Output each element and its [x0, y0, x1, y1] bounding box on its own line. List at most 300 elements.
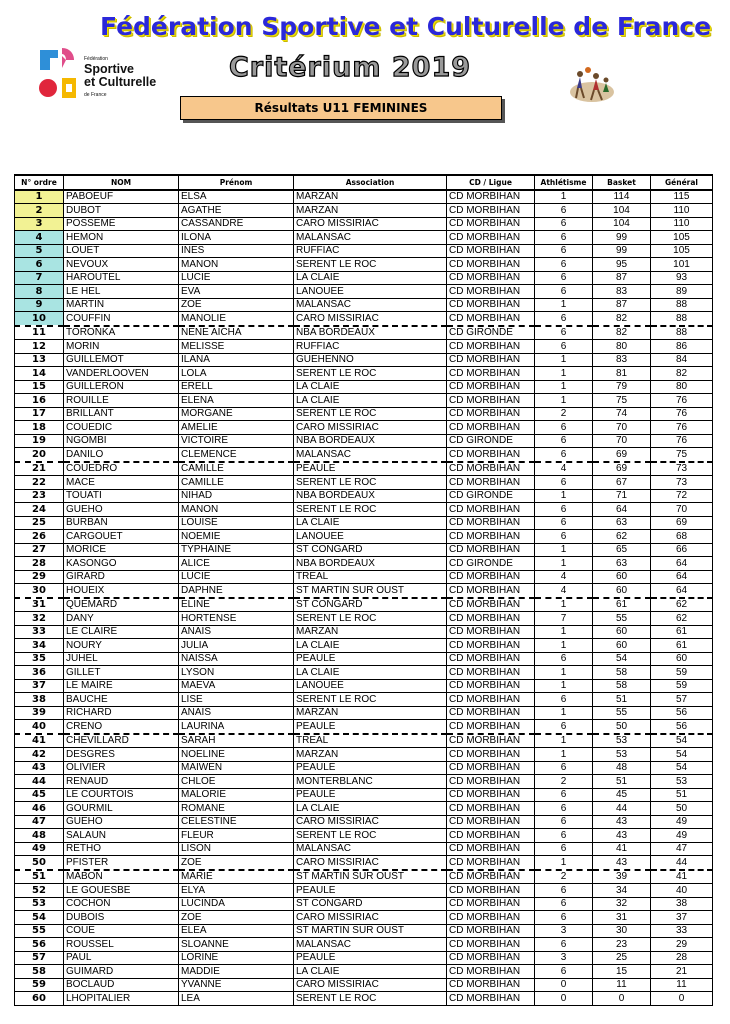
- rank-cell: 9: [15, 298, 64, 312]
- first-name-cell: MANON: [179, 503, 294, 517]
- rank-cell: 19: [15, 434, 64, 448]
- last-name-cell: CARGOUET: [64, 530, 179, 544]
- table-row: [15, 503, 713, 517]
- total-score-cell: 76: [651, 434, 713, 448]
- first-name-cell: LEA: [179, 992, 294, 1006]
- total-score-cell: 47: [651, 842, 713, 856]
- basket-score-cell: 58: [593, 679, 651, 693]
- club-cell: MALANSAC: [294, 298, 447, 312]
- first-name-cell: LUCIE: [179, 570, 294, 584]
- column-header: Athlétisme: [535, 175, 593, 190]
- club-cell: MALANSAC: [294, 938, 447, 952]
- fscf-logo-icon: [36, 46, 82, 106]
- league-cell: CD MORBIHAN: [447, 815, 535, 829]
- athletics-score-cell: 6: [535, 802, 593, 816]
- club-cell: CARO MISSIRIAC: [294, 312, 447, 326]
- basket-score-cell: 69: [593, 462, 651, 476]
- basket-score-cell: 55: [593, 612, 651, 626]
- table-row: [15, 924, 713, 938]
- total-score-cell: 21: [651, 965, 713, 979]
- club-cell: ST CONGARD: [294, 543, 447, 557]
- athletics-score-cell: 6: [535, 829, 593, 843]
- first-name-cell: CLEMENCE: [179, 448, 294, 462]
- basket-score-cell: 83: [593, 353, 651, 367]
- athletics-score-cell: 6: [535, 897, 593, 911]
- league-cell: CD MORBIHAN: [447, 897, 535, 911]
- athletics-score-cell: 1: [535, 353, 593, 367]
- athletics-score-cell: 1: [535, 394, 593, 408]
- rank-cell: 48: [15, 829, 64, 843]
- club-cell: ST MARTIN SUR OUST: [294, 924, 447, 938]
- club-cell: LANOUEE: [294, 285, 447, 299]
- club-cell: ST MARTIN SUR OUST: [294, 584, 447, 598]
- club-cell: MARZAN: [294, 204, 447, 218]
- league-cell: CD GIRONDE: [447, 326, 535, 340]
- league-cell: CD MORBIHAN: [447, 503, 535, 517]
- club-cell: CARO MISSIRIAC: [294, 421, 447, 435]
- table-row: [15, 706, 713, 720]
- club-cell: SERENT LE ROC: [294, 992, 447, 1006]
- column-header: Général: [651, 175, 713, 190]
- rank-cell: 17: [15, 407, 64, 421]
- rank-cell: 6: [15, 258, 64, 272]
- league-cell: CD MORBIHAN: [447, 516, 535, 530]
- league-cell: CD MORBIHAN: [447, 448, 535, 462]
- rank-cell: 28: [15, 557, 64, 571]
- last-name-cell: COCHON: [64, 897, 179, 911]
- last-name-cell: MORIN: [64, 340, 179, 354]
- basket-score-cell: 99: [593, 231, 651, 245]
- league-cell: CD MORBIHAN: [447, 652, 535, 666]
- club-cell: LA CLAIE: [294, 516, 447, 530]
- league-cell: CD MORBIHAN: [447, 407, 535, 421]
- total-score-cell: 59: [651, 679, 713, 693]
- table-row: [15, 992, 713, 1006]
- rank-cell: 18: [15, 421, 64, 435]
- basket-score-cell: 25: [593, 951, 651, 965]
- athletics-score-cell: 6: [535, 312, 593, 326]
- rank-cell: 42: [15, 748, 64, 762]
- athletics-score-cell: 6: [535, 652, 593, 666]
- table-row: [15, 326, 713, 340]
- last-name-cell: JUHEL: [64, 652, 179, 666]
- first-name-cell: NOEMIE: [179, 530, 294, 544]
- athletics-score-cell: 6: [535, 476, 593, 490]
- rank-cell: 3: [15, 217, 64, 231]
- first-name-cell: ELENA: [179, 394, 294, 408]
- athletics-score-cell: 1: [535, 639, 593, 653]
- league-cell: CD MORBIHAN: [447, 421, 535, 435]
- last-name-cell: DANILO: [64, 448, 179, 462]
- athletics-score-cell: 6: [535, 258, 593, 272]
- basket-score-cell: 53: [593, 734, 651, 748]
- league-cell: CD MORBIHAN: [447, 231, 535, 245]
- total-score-cell: 49: [651, 815, 713, 829]
- last-name-cell: BAUCHE: [64, 693, 179, 707]
- table-row: [15, 679, 713, 693]
- total-score-cell: 76: [651, 407, 713, 421]
- table-row: [15, 815, 713, 829]
- rank-cell: 41: [15, 734, 64, 748]
- first-name-cell: SLOANNE: [179, 938, 294, 952]
- league-cell: CD MORBIHAN: [447, 734, 535, 748]
- rank-cell: 16: [15, 394, 64, 408]
- athletics-score-cell: 1: [535, 679, 593, 693]
- table-row: [15, 938, 713, 952]
- table-header-row: [15, 175, 713, 190]
- table-row: [15, 530, 713, 544]
- basket-score-cell: 0: [593, 992, 651, 1006]
- first-name-cell: ALICE: [179, 557, 294, 571]
- athletics-score-cell: 6: [535, 530, 593, 544]
- total-score-cell: 73: [651, 476, 713, 490]
- table-row: [15, 951, 713, 965]
- table-row: [15, 244, 713, 258]
- last-name-cell: LE GOUESBE: [64, 884, 179, 898]
- athletics-score-cell: 1: [535, 543, 593, 557]
- athletics-score-cell: 1: [535, 734, 593, 748]
- athletics-score-cell: 6: [535, 448, 593, 462]
- total-score-cell: 82: [651, 367, 713, 381]
- athletics-score-cell: 4: [535, 584, 593, 598]
- rank-cell: 49: [15, 842, 64, 856]
- total-score-cell: 80: [651, 380, 713, 394]
- total-score-cell: 73: [651, 462, 713, 476]
- rank-cell: 38: [15, 693, 64, 707]
- basket-score-cell: 69: [593, 448, 651, 462]
- club-cell: NBA BORDEAUX: [294, 557, 447, 571]
- rank-cell: 47: [15, 815, 64, 829]
- basket-score-cell: 114: [593, 190, 651, 204]
- athletics-score-cell: 6: [535, 217, 593, 231]
- basket-score-cell: 74: [593, 407, 651, 421]
- total-score-cell: 53: [651, 775, 713, 789]
- basket-score-cell: 62: [593, 530, 651, 544]
- last-name-cell: NEVOUX: [64, 258, 179, 272]
- last-name-cell: GIRARD: [64, 570, 179, 584]
- club-cell: PEAULE: [294, 761, 447, 775]
- last-name-cell: MABON: [64, 870, 179, 884]
- league-cell: CD MORBIHAN: [447, 911, 535, 925]
- athletics-score-cell: 6: [535, 421, 593, 435]
- athletics-score-cell: 1: [535, 380, 593, 394]
- basket-score-cell: 60: [593, 639, 651, 653]
- league-cell: CD MORBIHAN: [447, 353, 535, 367]
- total-score-cell: 61: [651, 625, 713, 639]
- athletics-score-cell: 6: [535, 244, 593, 258]
- athletics-score-cell: 2: [535, 775, 593, 789]
- last-name-cell: GUEHO: [64, 503, 179, 517]
- basket-score-cell: 60: [593, 584, 651, 598]
- athletics-score-cell: 0: [535, 992, 593, 1006]
- first-name-cell: MADDIE: [179, 965, 294, 979]
- last-name-cell: QUEMARD: [64, 598, 179, 612]
- league-cell: CD MORBIHAN: [447, 340, 535, 354]
- league-cell: CD MORBIHAN: [447, 924, 535, 938]
- club-cell: TREAL: [294, 570, 447, 584]
- total-score-cell: 76: [651, 394, 713, 408]
- last-name-cell: LE MAIRE: [64, 679, 179, 693]
- last-name-cell: OLIVIER: [64, 761, 179, 775]
- rank-cell: 25: [15, 516, 64, 530]
- first-name-cell: MORGANE: [179, 407, 294, 421]
- basket-score-cell: 87: [593, 271, 651, 285]
- table-row: [15, 978, 713, 992]
- total-score-cell: 33: [651, 924, 713, 938]
- table-row: [15, 367, 713, 381]
- table-row: [15, 340, 713, 354]
- athletics-score-cell: 6: [535, 231, 593, 245]
- league-cell: CD MORBIHAN: [447, 258, 535, 272]
- last-name-cell: CRENO: [64, 720, 179, 734]
- table-row: [15, 312, 713, 326]
- league-cell: CD MORBIHAN: [447, 992, 535, 1006]
- last-name-cell: MORICE: [64, 543, 179, 557]
- basket-score-cell: 63: [593, 557, 651, 571]
- last-name-cell: HAROUTEL: [64, 271, 179, 285]
- table-row: [15, 434, 713, 448]
- first-name-cell: LAURINA: [179, 720, 294, 734]
- athletics-score-cell: 6: [535, 911, 593, 925]
- table-row: [15, 421, 713, 435]
- club-cell: NBA BORDEAUX: [294, 326, 447, 340]
- total-score-cell: 0: [651, 992, 713, 1006]
- table-row: [15, 489, 713, 503]
- total-score-cell: 38: [651, 897, 713, 911]
- first-name-cell: VICTOIRE: [179, 434, 294, 448]
- last-name-cell: LOUET: [64, 244, 179, 258]
- first-name-cell: MARIE: [179, 870, 294, 884]
- league-cell: CD MORBIHAN: [447, 978, 535, 992]
- athletics-score-cell: 6: [535, 720, 593, 734]
- last-name-cell: ROUSSEL: [64, 938, 179, 952]
- league-cell: CD MORBIHAN: [447, 788, 535, 802]
- last-name-cell: HEMON: [64, 231, 179, 245]
- athletics-score-cell: 6: [535, 204, 593, 218]
- fscf-logo: [36, 46, 166, 110]
- total-score-cell: 66: [651, 543, 713, 557]
- first-name-cell: NOELINE: [179, 748, 294, 762]
- table-body: [15, 190, 713, 1006]
- club-cell: SERENT LE ROC: [294, 612, 447, 626]
- last-name-cell: TOUATI: [64, 489, 179, 503]
- last-name-cell: BRILLANT: [64, 407, 179, 421]
- league-cell: CD MORBIHAN: [447, 666, 535, 680]
- last-name-cell: RETHO: [64, 842, 179, 856]
- last-name-cell: KASONGO: [64, 557, 179, 571]
- last-name-cell: RENAUD: [64, 775, 179, 789]
- athletics-score-cell: 6: [535, 938, 593, 952]
- club-cell: MARZAN: [294, 706, 447, 720]
- first-name-cell: ILONA: [179, 231, 294, 245]
- league-cell: CD MORBIHAN: [447, 842, 535, 856]
- total-score-cell: 40: [651, 884, 713, 898]
- league-cell: CD MORBIHAN: [447, 612, 535, 626]
- basket-score-cell: 54: [593, 652, 651, 666]
- table-row: [15, 476, 713, 490]
- athletics-score-cell: 1: [535, 598, 593, 612]
- total-score-cell: 61: [651, 639, 713, 653]
- last-name-cell: MACE: [64, 476, 179, 490]
- first-name-cell: ZOE: [179, 856, 294, 870]
- athletics-score-cell: 1: [535, 298, 593, 312]
- athletics-score-cell: 1: [535, 856, 593, 870]
- club-cell: PEAULE: [294, 462, 447, 476]
- basket-score-cell: 95: [593, 258, 651, 272]
- athletics-score-cell: 4: [535, 570, 593, 584]
- league-cell: CD MORBIHAN: [447, 802, 535, 816]
- last-name-cell: NOURY: [64, 639, 179, 653]
- total-score-cell: 93: [651, 271, 713, 285]
- table-row: [15, 612, 713, 626]
- results-category-label: Résultats U11 FEMININES: [180, 96, 502, 120]
- rank-cell: 32: [15, 612, 64, 626]
- table-row: [15, 271, 713, 285]
- rank-cell: 56: [15, 938, 64, 952]
- table-row: [15, 788, 713, 802]
- basket-score-cell: 58: [593, 666, 651, 680]
- league-cell: CD MORBIHAN: [447, 570, 535, 584]
- league-cell: CD MORBIHAN: [447, 693, 535, 707]
- athletics-score-cell: 6: [535, 516, 593, 530]
- athletics-score-cell: 6: [535, 965, 593, 979]
- table-row: [15, 407, 713, 421]
- basket-score-cell: 61: [593, 598, 651, 612]
- first-name-cell: ZOE: [179, 298, 294, 312]
- first-name-cell: FLEUR: [179, 829, 294, 843]
- club-cell: LANOUEE: [294, 530, 447, 544]
- athletics-score-cell: 6: [535, 271, 593, 285]
- rank-cell: 53: [15, 897, 64, 911]
- athletics-score-cell: 6: [535, 693, 593, 707]
- league-cell: CD MORBIHAN: [447, 679, 535, 693]
- table-row: [15, 394, 713, 408]
- athletics-score-cell: 6: [535, 788, 593, 802]
- club-cell: MALANSAC: [294, 448, 447, 462]
- first-name-cell: MANON: [179, 258, 294, 272]
- table-row: [15, 570, 713, 584]
- table-row: [15, 775, 713, 789]
- first-name-cell: MALORIE: [179, 788, 294, 802]
- last-name-cell: DUBOT: [64, 204, 179, 218]
- club-cell: LA CLAIE: [294, 802, 447, 816]
- club-cell: MARZAN: [294, 748, 447, 762]
- table-row: [15, 217, 713, 231]
- club-cell: LA CLAIE: [294, 639, 447, 653]
- rank-cell: 34: [15, 639, 64, 653]
- total-score-cell: 69: [651, 516, 713, 530]
- league-cell: CD MORBIHAN: [447, 938, 535, 952]
- club-cell: ST CONGARD: [294, 897, 447, 911]
- first-name-cell: AMELIE: [179, 421, 294, 435]
- rank-cell: 39: [15, 706, 64, 720]
- basket-score-cell: 82: [593, 326, 651, 340]
- league-cell: CD MORBIHAN: [447, 761, 535, 775]
- rank-cell: 12: [15, 340, 64, 354]
- column-header: Basket: [593, 175, 651, 190]
- table-row: [15, 557, 713, 571]
- first-name-cell: LISE: [179, 693, 294, 707]
- last-name-cell: DANY: [64, 612, 179, 626]
- last-name-cell: DESGRES: [64, 748, 179, 762]
- club-cell: LA CLAIE: [294, 965, 447, 979]
- table-row: [15, 190, 713, 204]
- table-row: [15, 734, 713, 748]
- total-score-cell: 110: [651, 217, 713, 231]
- basket-score-cell: 51: [593, 775, 651, 789]
- last-name-cell: LHOPITALIER: [64, 992, 179, 1006]
- club-cell: NBA BORDEAUX: [294, 434, 447, 448]
- rank-cell: 43: [15, 761, 64, 775]
- first-name-cell: ANAIS: [179, 706, 294, 720]
- club-cell: RUFFIAC: [294, 244, 447, 258]
- table-row: [15, 231, 713, 245]
- league-cell: CD MORBIHAN: [447, 217, 535, 231]
- last-name-cell: CHEVILLARD: [64, 734, 179, 748]
- total-score-cell: 62: [651, 598, 713, 612]
- basket-score-cell: 70: [593, 434, 651, 448]
- table-row: [15, 584, 713, 598]
- basket-score-cell: 99: [593, 244, 651, 258]
- club-cell: MONTERBLANC: [294, 775, 447, 789]
- athletics-score-cell: 6: [535, 285, 593, 299]
- basket-score-cell: 104: [593, 204, 651, 218]
- basket-score-cell: 80: [593, 340, 651, 354]
- basket-score-cell: 43: [593, 815, 651, 829]
- league-cell: CD MORBIHAN: [447, 870, 535, 884]
- last-name-cell: GUILLEMOT: [64, 353, 179, 367]
- rank-cell: 37: [15, 679, 64, 693]
- league-cell: CD MORBIHAN: [447, 394, 535, 408]
- rank-cell: 55: [15, 924, 64, 938]
- first-name-cell: CHLOE: [179, 775, 294, 789]
- first-name-cell: LUCINDA: [179, 897, 294, 911]
- last-name-cell: GILLET: [64, 666, 179, 680]
- club-cell: SERENT LE ROC: [294, 407, 447, 421]
- league-cell: CD MORBIHAN: [447, 204, 535, 218]
- basket-score-cell: 60: [593, 625, 651, 639]
- league-cell: CD MORBIHAN: [447, 312, 535, 326]
- athletics-score-cell: 3: [535, 924, 593, 938]
- basket-score-cell: 34: [593, 884, 651, 898]
- basket-score-cell: 63: [593, 516, 651, 530]
- rank-cell: 51: [15, 870, 64, 884]
- club-cell: MARZAN: [294, 625, 447, 639]
- table-row: [15, 639, 713, 653]
- total-score-cell: 88: [651, 312, 713, 326]
- rank-cell: 54: [15, 911, 64, 925]
- athletics-score-cell: 1: [535, 190, 593, 204]
- last-name-cell: VANDERLOOVEN: [64, 367, 179, 381]
- first-name-cell: LUCIE: [179, 271, 294, 285]
- first-name-cell: LISON: [179, 842, 294, 856]
- first-name-cell: DAPHNE: [179, 584, 294, 598]
- club-cell: LA CLAIE: [294, 394, 447, 408]
- column-header: Prénom: [179, 175, 294, 190]
- total-score-cell: 29: [651, 938, 713, 952]
- first-name-cell: TYPHAINE: [179, 543, 294, 557]
- total-score-cell: 56: [651, 720, 713, 734]
- total-score-cell: 64: [651, 584, 713, 598]
- club-cell: CARO MISSIRIAC: [294, 911, 447, 925]
- first-name-cell: NIHAD: [179, 489, 294, 503]
- total-score-cell: 50: [651, 802, 713, 816]
- athletics-score-cell: 1: [535, 748, 593, 762]
- league-cell: CD MORBIHAN: [447, 598, 535, 612]
- first-name-cell: INES: [179, 244, 294, 258]
- basket-score-cell: 50: [593, 720, 651, 734]
- first-name-cell: ROMANE: [179, 802, 294, 816]
